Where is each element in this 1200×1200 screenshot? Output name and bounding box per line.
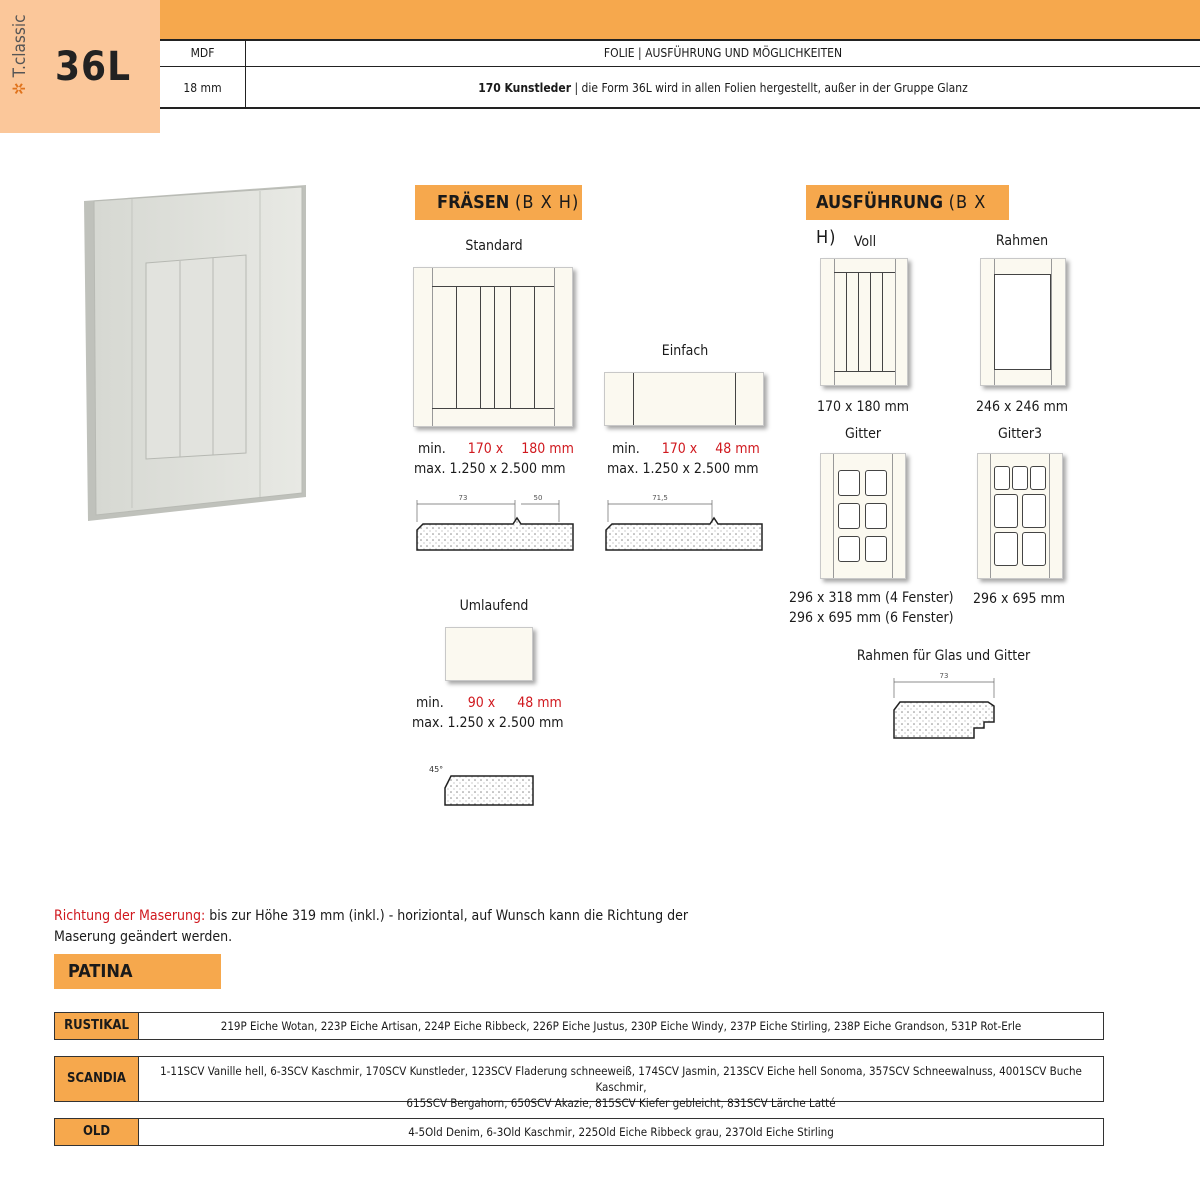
patina-tab [54,954,221,989]
patina-text-scandia-line-1: 1-11SCV Vanille hell, 6-3SCV Kaschmir, 170SCV Kunstleder, 123SCV Fladerung schneeweiß, 174SCV Jasmin, 213SCV Eiche hell Sonoma, 357SCV Schneewalnuss, 4001SCV Buche Kaschmir, [160,1064,1082,1094]
rahmen-glas-label: Rahmen für Glas und Gitter [856,648,1031,664]
door-photo [80,183,310,523]
gitter3-label: Gitter3 [997,426,1043,442]
standard-min-prefix: min. [418,441,446,457]
standard-min [418,441,574,457]
folie-note: | die Form 36L wird in allen Folien hergestellt, außer in der Gruppe Glanz [571,81,968,95]
gitter3-dim: 296 x 695 mm [973,591,1066,607]
fraesen-subtitle: (B X H) [515,192,580,213]
fraesen-tab [415,185,582,220]
patina-label-rustikal: RUSTIKAL [55,1013,139,1039]
brand-text: T.classic [10,14,30,78]
umlaufend-label: Umlaufend [459,598,529,614]
col-folie-value [246,81,1200,95]
umlaufend-min-prefix: min. [416,695,444,711]
standard-profile-dim-1: 73 [458,494,468,502]
header-line-top [160,39,1200,41]
gitter-label: Gitter [844,426,882,442]
grain-note-text-1: bis zur Höhe 319 mm (inkl.) - horiziontal, auf Wunsch kann die Richtung der [205,908,689,924]
umlaufend-min-width: 90 x [467,695,496,711]
patina-row-old [54,1118,1104,1146]
standard-door [413,267,573,427]
rahmen-glas-dim: 73 [939,672,949,680]
einfach-profile-dim: 71,5 [652,494,668,502]
patina-text-rustikal: 219P Eiche Wotan, 223P Eiche Artisan, 224P Eiche Ribbeck, 226P Eiche Justus, 230P Eiche Windy, 237P Eiche Stirling, 238P Eiche Grandson, 531P Rot-Erle [220,1019,1022,1033]
einfach-min-prefix: min. [612,441,640,457]
standard-label: Standard [465,238,523,254]
standard-min-height: 180 mm [521,441,574,457]
einfach-min [612,441,760,457]
patina-text-scandia [139,1063,1103,1111]
patina-text-old: 4-5Old Denim, 6-3Old Kaschmir, 225Old Eiche Ribbeck grau, 237Old Eiche Stirling [408,1125,834,1139]
einfach-max: max. 1.250 x 2.500 mm [607,461,759,477]
standard-profile-dim-2: 50 [533,494,543,502]
gitter-dim-2: 296 x 695 mm (6 Fenster) [789,610,954,626]
einfach-label: Einfach [661,343,709,359]
einfach-min-height: 48 mm [715,441,760,457]
umlaufend-max: max. 1.250 x 2.500 mm [412,715,564,731]
header-line-mid [160,66,1200,67]
patina-text-scandia-line-2: 615SCV Bergahorn, 650SCV Akazie, 815SCV Kiefer gebleicht, 831SCV Lärche Latté [406,1096,836,1110]
rahmen-glas-profile [888,668,1003,740]
gitter-door [820,453,906,579]
rahmen-door [980,258,1066,386]
model-code: 36L [55,44,132,90]
voll-dim: 170 x 180 mm [817,399,910,415]
patina-title: PATINA [68,961,133,982]
standard-min-width: 170 x [467,441,504,457]
umlaufend-min-height: 48 mm [517,695,562,711]
umlaufend-door [445,627,533,681]
col-folie-head: FOLIE | AUSFÜHRUNG UND MÖGLICHKEITEN [603,46,843,60]
brand-logo: ✲ T.classic [10,14,30,95]
col-mdf-head: MDF [190,46,215,60]
rahmen-label: Rahmen [995,233,1049,249]
umlaufend-profile [425,760,540,810]
voll-door [820,258,908,386]
grain-note-text-2: Maserung geändert werden. [54,929,233,945]
umlaufend-angle: 45° [429,765,444,774]
patina-label-scandia: SCANDIA [55,1057,139,1101]
header-line-bottom [160,107,1200,109]
einfach-profile [602,490,768,552]
patina-label-old: OLD [55,1119,139,1145]
grain-note-label: Richtung der Maserung: [54,908,206,924]
folie-name: 170 Kunstleder [478,81,572,95]
voll-label: Voll [853,234,877,250]
ausfuehrung-title: AUSFÜHRUNG [816,192,944,213]
einfach-min-width: 170 x [661,441,698,457]
patina-row-rustikal [54,1012,1104,1040]
header-bar [160,0,1200,39]
standard-max: max. 1.250 x 2.500 mm [414,461,566,477]
col-mdf-value: 18 mm [183,81,222,95]
fraesen-title: FRÄSEN [437,192,510,213]
grain-note [54,906,754,948]
gitter3-door [977,453,1063,579]
patina-row-scandia [54,1056,1104,1110]
einfach-door [604,372,764,426]
umlaufend-min [416,695,562,711]
standard-profile [413,490,579,552]
gitter-dim-1: 296 x 318 mm (4 Fenster) [789,590,954,606]
rahmen-dim: 246 x 246 mm [976,399,1069,415]
ausfuehrung-subtitle: (B X H) [816,192,987,248]
